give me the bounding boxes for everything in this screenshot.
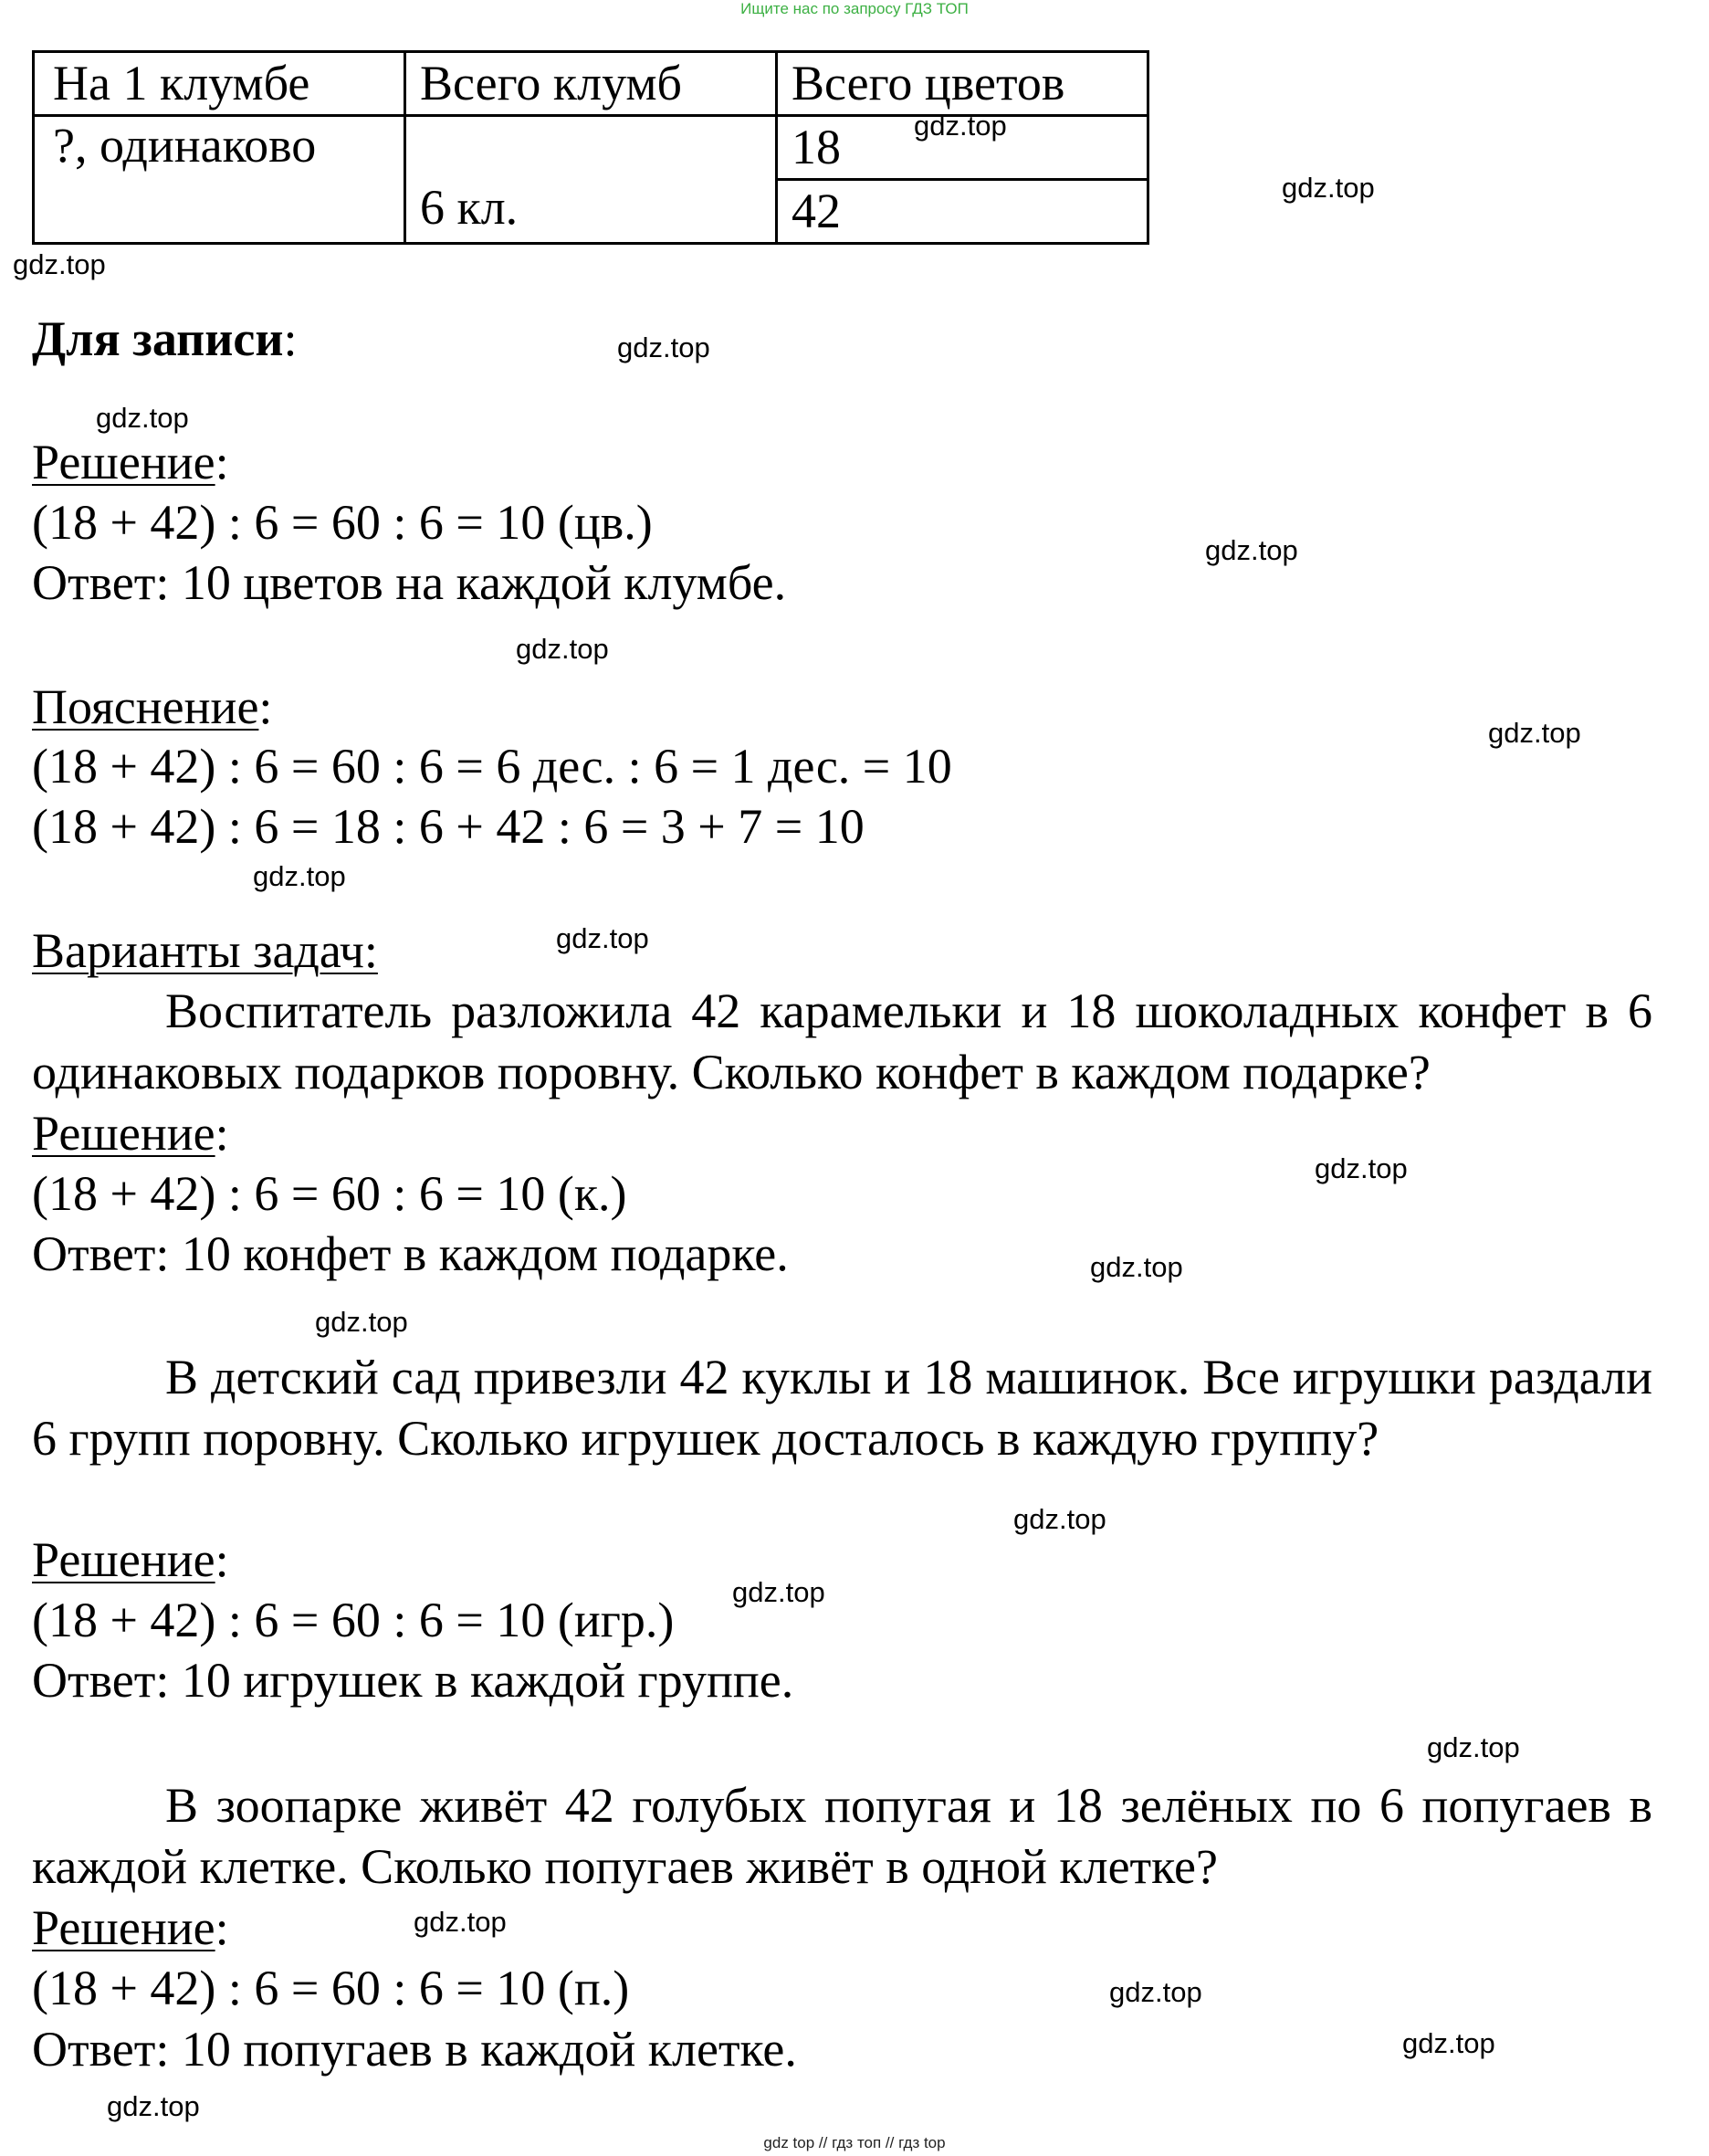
table-cell: ?, одинаково [53,118,317,173]
task-answer: Ответ: 10 попугаев в каждой клетке. [32,2022,797,2077]
watermark: gdz.top [914,110,1007,142]
watermark: gdz.top [1109,1976,1202,2008]
task-solution-heading: Решение: [32,1900,229,1955]
table-header-cell: Всего цветов [792,56,1065,110]
solution-answer: Ответ: 10 цветов на каждой клумбе. [32,555,787,610]
watermark: gdz.top [1488,717,1581,749]
variants-heading: Варианты задач: [32,923,378,978]
table-divider [404,53,406,242]
table-cell: 42 [792,184,841,238]
watermark: gdz.top [414,1906,507,1938]
task-text: В зоопарке живёт 42 голубых попугая и 18 зелёных по 6 попугаев в каждой клетке. Сколько попугаев живёт в одной клетке? [32,1778,1652,1894]
watermark: gdz.top [1427,1731,1520,1763]
watermark: gdz.top [253,860,346,892]
task-expression: (18 + 42) : 6 = 60 : 6 = 10 (к.) [32,1166,627,1221]
top-banner: Ищите нас по запросу ГДЗ ТОП [740,0,969,17]
task-answer: Ответ: 10 конфет в каждом подарке. [32,1226,789,1281]
solution-expression: (18 + 42) : 6 = 60 : 6 = 10 (цв.) [32,495,653,550]
task-answer: Ответ: 10 игрушек в каждой группе. [32,1653,794,1708]
task-solution-heading: Решение: [32,1106,229,1161]
task-solution-heading: Решение: [32,1532,229,1587]
watermark: gdz.top [556,922,649,954]
explanation-line: (18 + 42) : 6 = 18 : 6 + 42 : 6 = 3 + 7 = 10 [32,799,865,854]
watermark: gdz.top [732,1576,825,1608]
watermark: gdz.top [96,402,189,434]
data-table [32,50,1149,245]
watermark: gdz.top [107,2090,200,2122]
footer-text: gdz top // гдз топ // гдз top [763,2134,946,2151]
watermark: gdz.top [516,633,609,665]
watermark: gdz.top [13,248,106,280]
watermark: gdz.top [1090,1251,1183,1283]
table-divider [404,114,775,117]
watermark: gdz.top [1282,172,1375,204]
table-cell: 6 кл. [420,180,519,235]
watermark: gdz.top [617,331,710,363]
task-expression: (18 + 42) : 6 = 60 : 6 = 10 (п.) [32,1961,630,2015]
explanation-heading: Пояснение: [32,679,273,734]
task-text: В детский сад привезли 42 куклы и 18 машинок. Все игрушки раздали 6 групп поровну. Сколько игрушек досталось в каждую группу? [32,1350,1652,1466]
task-expression: (18 + 42) : 6 = 60 : 6 = 10 (игр.) [32,1593,675,1647]
explanation-line: (18 + 42) : 6 = 60 : 6 = 6 дес. : 6 = 1 дес. = 10 [32,739,952,794]
table-cell: 18 [792,120,841,174]
watermark: gdz.top [1013,1503,1106,1535]
watermark: gdz.top [315,1306,408,1338]
table-header-cell: На 1 клумбе [53,56,310,110]
watermark: gdz.top [1205,534,1298,566]
table-header-cell: Всего клумб [420,56,683,110]
solution-heading: Решение: [32,435,229,489]
watermark: gdz.top [1402,2027,1495,2059]
task-text: Воспитатель разложила 42 карамельки и 18 шоколадных конфет в 6 одинаковых подарков поровну. Сколько конфет в каждом подарке? [32,983,1652,1099]
record-heading: Для записи: [32,311,298,366]
watermark: gdz.top [1315,1152,1408,1184]
table-divider [775,53,778,242]
